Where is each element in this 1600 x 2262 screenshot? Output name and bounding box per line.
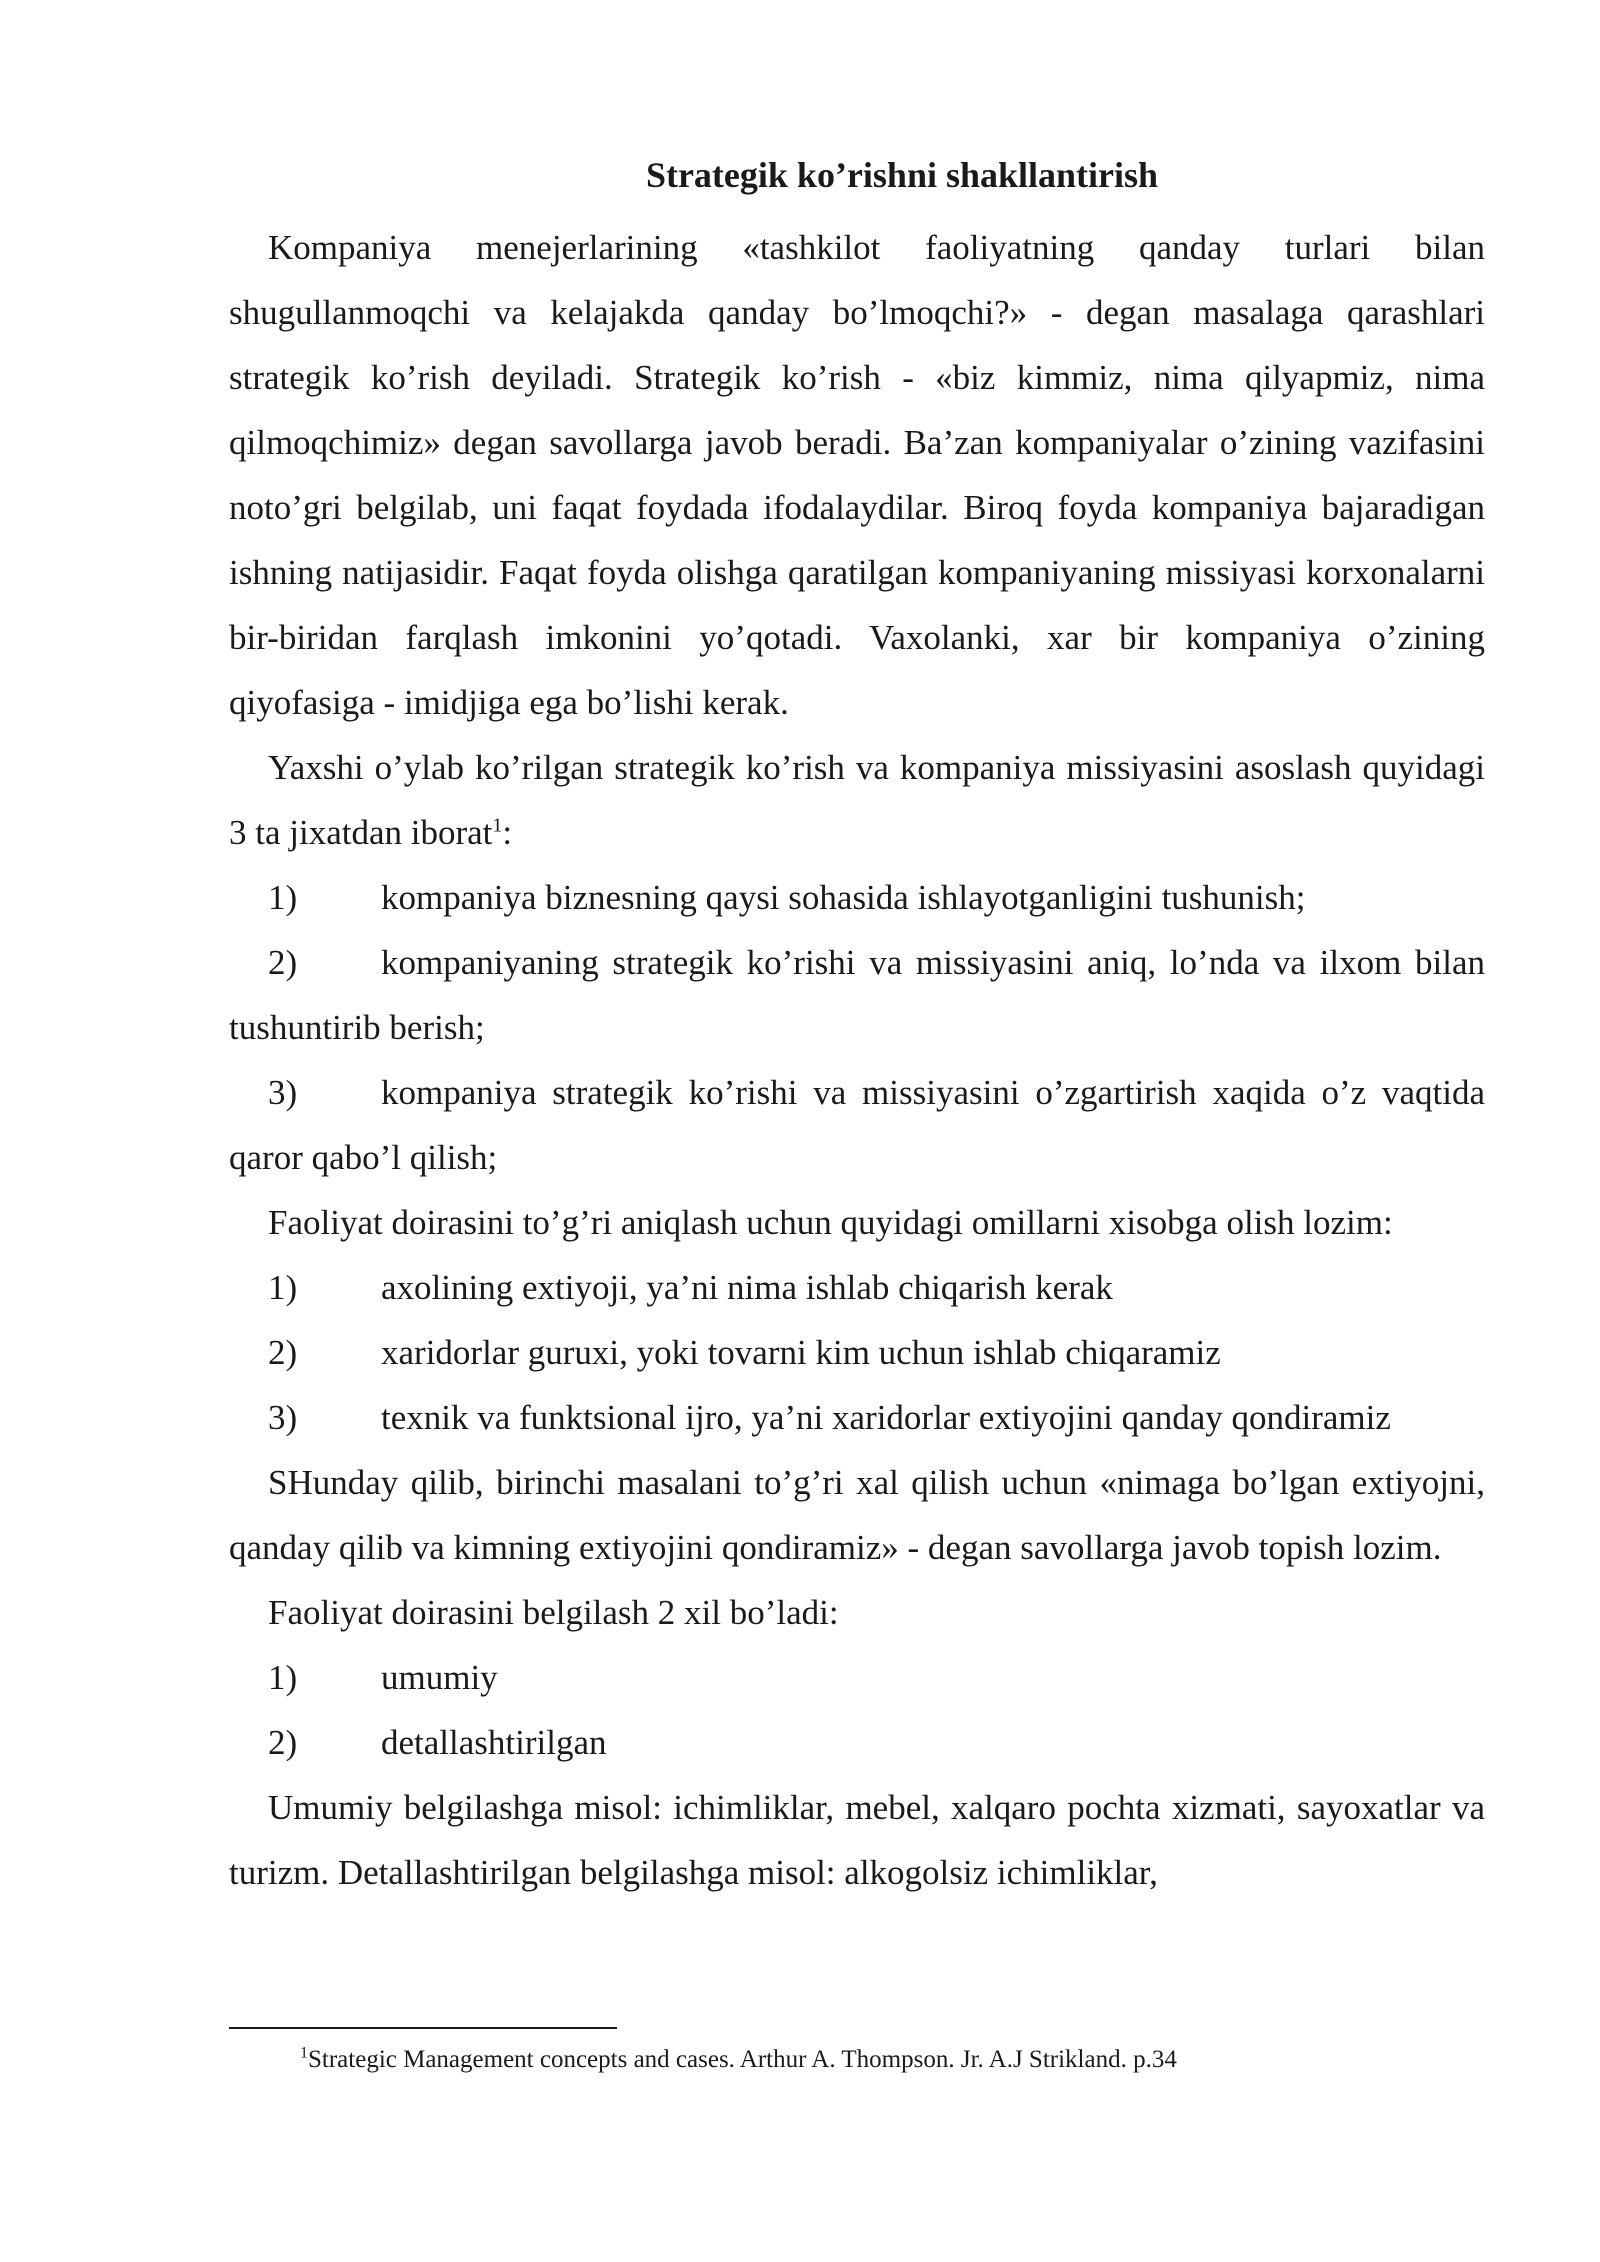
list-item xyxy=(229,1320,1485,1385)
list-item xyxy=(229,1710,1485,1775)
document-title: Strategik ko’rishni shakllantirish xyxy=(645,155,1159,195)
paragraph-three-aspects-text: Yaxshi o’ylab ko’rilgan strategik ko’rish va kompaniya missiyasini asoslash quyidagi 3 ta jixatdan iborat xyxy=(229,748,1485,852)
list-item-text: detallashtirilgan xyxy=(381,1723,607,1762)
list-number: 1) xyxy=(268,878,298,917)
paragraph-strategic-vision: Kompaniya menejerlarining «tashkilot faoliyatning qanday turlari bilan shugullanmoqchi va kelajakda qanday bo’lmoqchi?» - degan masalaga qarashlari strategik ko’rish deyiladi. Strategik ko’rish - «biz kimmiz, nima qilyapmiz, nima qilmoqchimiz» degan savollarga javob beradi. Ba’zan kompaniyalar o’zining vazifasini noto’gri belgilab, uni faqat foydada ifodalaydilar. Biroq foyda kompaniya bajaradigan ishning natijasidir. Faqat foyda olishga qaratilgan kompaniyaning missiyasi korxonalarni bir-biridan farqlash imkonini yo’qotadi. Vaxolanki, xar bir kompaniya o’zining qiyofasiga - imidjiga ega bo’lishi kerak. xyxy=(229,228,1485,722)
list-item-text: kompaniya strategik ko’rishi va missiyasini o’zgartirish xaqida o’z vaqtida qaror qabo’l qilish; xyxy=(229,1073,1485,1177)
list-item xyxy=(229,1385,1485,1450)
paragraph-examples: Umumiy belgilashga misol: ichimliklar, mebel, xalqaro pochta xizmati, sayoxatlar va turizm. Detallashtirilgan belgilashga misol: alkogolsiz ichimliklar, xyxy=(229,1788,1485,1892)
list-item-text: texnik va funktsional ijro, ya’ni xaridorlar extiyojini qanday qondiramiz xyxy=(381,1398,1391,1437)
list-number: 2) xyxy=(268,1333,298,1372)
list-number: 2) xyxy=(268,943,298,982)
list-number: 1) xyxy=(268,1658,298,1697)
list-number: 1) xyxy=(268,1268,298,1307)
document-page xyxy=(229,150,1485,1905)
paragraph-three-aspects-colon: : xyxy=(502,813,513,852)
list-item xyxy=(229,1645,1485,1710)
list-item xyxy=(229,1060,1485,1190)
paragraph-conclusion: SHunday qilib, birinchi masalani to’g’ri xal qilish uchun «nimaga bo’lgan extiyojni, qanday qilib va kimning extiyojini qondiramiz» - degan savollarga javob topish lozim. xyxy=(229,1463,1485,1567)
footnote-reference[interactable]: 1 xyxy=(492,814,503,837)
list-item-text: xaridorlar guruxi, yoki tovarni kim uchun ishlab chiqaramiz xyxy=(381,1333,1221,1372)
list-number: 2) xyxy=(268,1723,298,1762)
list-item xyxy=(229,1255,1485,1320)
list-number: 3) xyxy=(268,1398,298,1437)
list-item-text: kompaniyaning strategik ko’rishi va missiyasini aniq, lo’nda va ilxom bilan tushuntirib berish; xyxy=(229,943,1485,1047)
list-item xyxy=(229,930,1485,1060)
list-item xyxy=(229,865,1485,930)
paragraph-scope-types: Faoliyat doirasini belgilash 2 xil bo’ladi: xyxy=(268,1593,839,1632)
footnote xyxy=(300,2040,1177,2080)
list-item-text: kompaniya biznesning qaysi sohasida ishlayotganligini tushunish; xyxy=(381,878,1306,917)
list-item-text: umumiy xyxy=(381,1658,498,1697)
paragraph-three-aspects xyxy=(229,735,1485,865)
footnote-marker: 1 xyxy=(300,2044,308,2062)
list-number: 3) xyxy=(268,1073,298,1112)
footnote-divider xyxy=(229,2027,617,2029)
paragraph-scope-factors: Faoliyat doirasini to’g’ri aniqlash uchun quyidagi omillarni xisobga olish lozim: xyxy=(268,1203,1393,1242)
list-item-text: axolining extiyoji, ya’ni nima ishlab chiqarish kerak xyxy=(381,1268,1113,1307)
footnote-text: Strategic Management concepts and cases. Arthur A. Thompson. Jr. A.J Strikland. p.34 xyxy=(308,2046,1177,2073)
